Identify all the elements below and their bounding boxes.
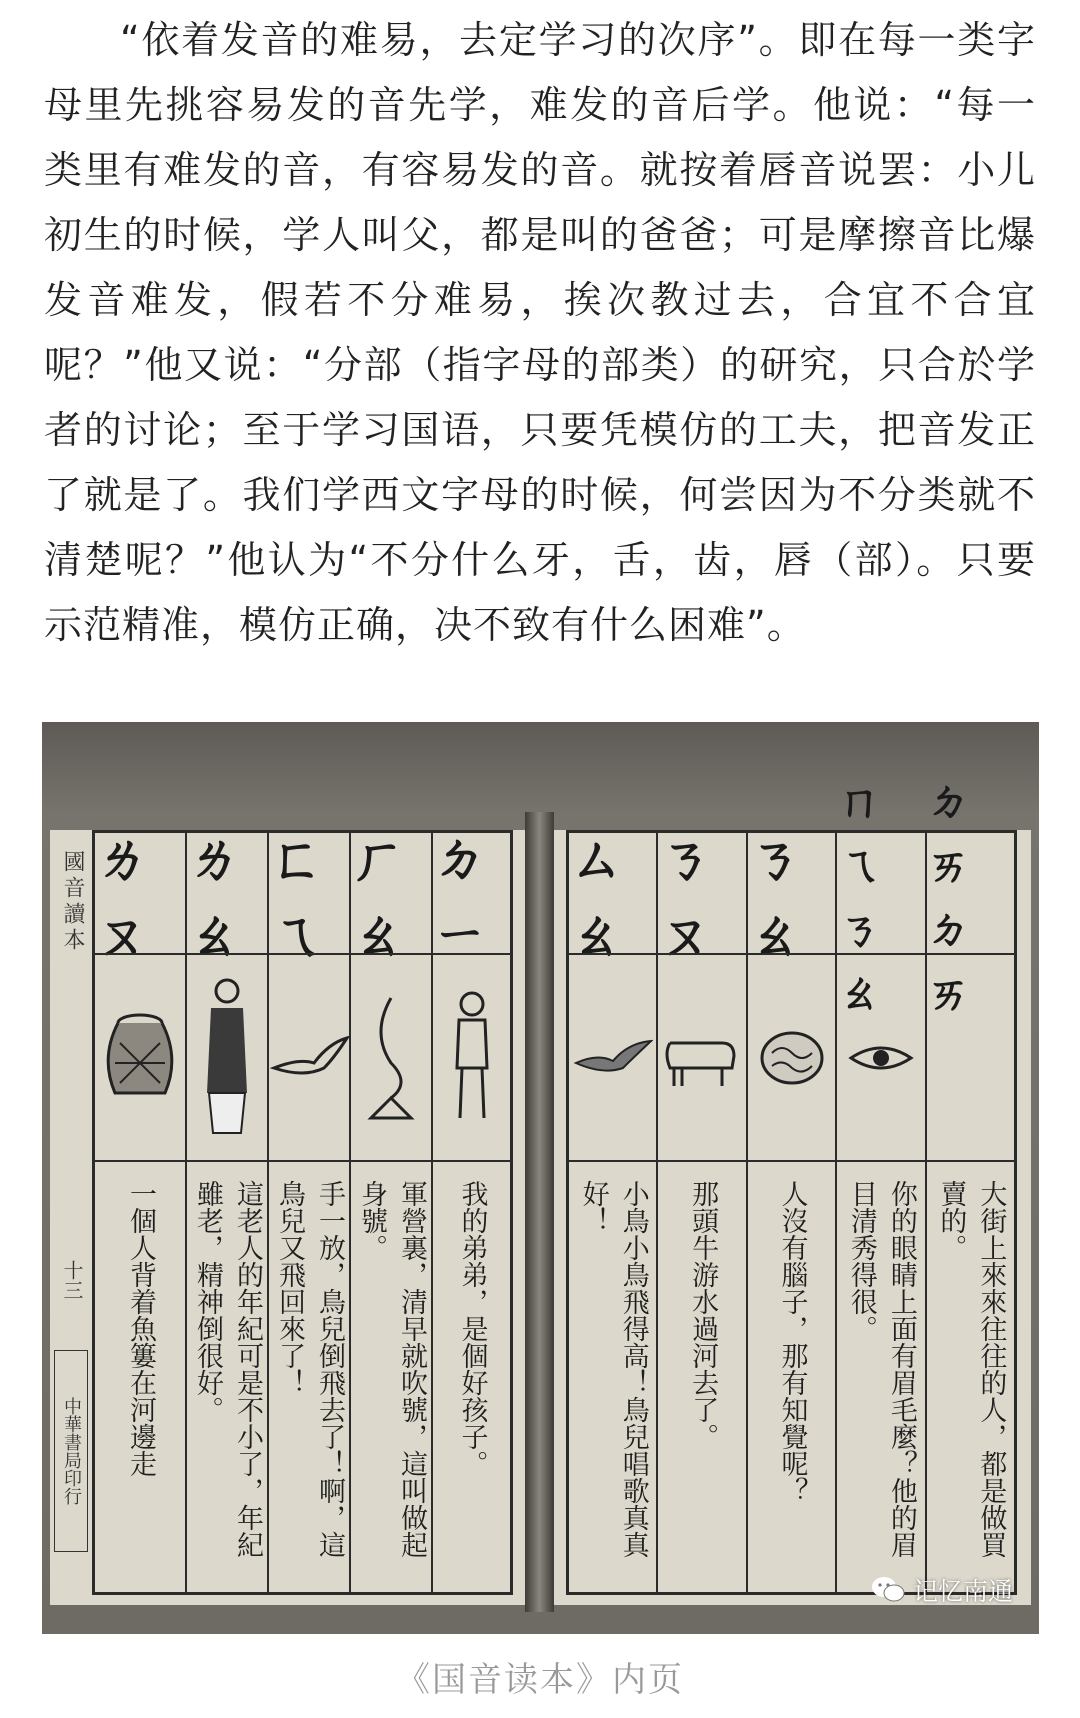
book-spine: [525, 812, 554, 1612]
old-man-icon: [187, 953, 267, 1160]
lesson-sentence: 小鳥小鳥飛得高！鳥兒唱歌真真好！: [577, 1180, 649, 1558]
lesson-column: [431, 827, 510, 1592]
right-lesson-grid: [566, 776, 1017, 1595]
lesson-sentence: 我的弟弟，是個好孩子。: [456, 1180, 488, 1477]
lesson-sentence: 人沒有腦子，那有知覺呢？: [776, 1180, 808, 1504]
bugle-icon: [351, 953, 431, 1160]
right-page: [554, 776, 1031, 1605]
left-lesson-grid: [92, 827, 513, 1595]
lesson-column: [349, 827, 431, 1592]
lesson-sentence: 你的眼睛上面有眉毛麼？他的眉目清秀得很。: [845, 1180, 917, 1558]
lesson-sentence: 那頭牛游水過河去了。: [687, 1180, 719, 1450]
lesson-sentence: 軍營裏，清早就吹號，這叫做起身號。: [356, 1180, 427, 1558]
watermark: [871, 1572, 1013, 1608]
lesson-sentence: 一個人背着魚簍在河邊走: [125, 1180, 156, 1477]
article-paragraph: “依着发音的难易，去定学习的次序”。即在每一类字母里先挑容易发的音先学，难发的音后学。他说：“每一类里有难发的音，有容易发的音。就按着唇音说罢：小儿初生的时候，学人叫父，都是叫的爸爸；可是摩擦音比爆发音难发，假若不分难易，挨次教过去，合宜不合宜呢？”他又说：“分部（指字母的部类）的研究，只合於学者的讨论；至于学习国语，只要凭模仿的工夫，把音发正了就是了。我们学西文字母的时候，何尝因为不分类就不清楚呢？”他认为“不分什么牙，舌，齿，唇（部）。只要示范精准，模仿正确，决不致有什么困难”。: [44, 18, 1036, 647]
goose-icon: [569, 953, 656, 1160]
lesson-sentence: 大街上來來往往的人，都是做買賣的。: [935, 1180, 1007, 1558]
phonetic-glyph: ㄌㄠ: [187, 827, 241, 967]
lesson-sentence: 這老人的年紀可是不小了，年紀雖老，精神倒很好。: [192, 1180, 263, 1558]
lesson-column: [95, 827, 185, 1592]
lesson-column: [925, 776, 1014, 1592]
brain-icon: [748, 953, 835, 1160]
book-photo: [42, 722, 1039, 1634]
lesson-column: [746, 827, 835, 1592]
left-page: [50, 827, 525, 1605]
lesson-column: [569, 827, 656, 1592]
lesson-column: [267, 827, 349, 1592]
cow-icon: [658, 953, 745, 1160]
eye-icon: [837, 953, 924, 1160]
margin-page-number: 十三: [60, 1260, 84, 1300]
lesson-column: [835, 776, 924, 1592]
phonetic-glyph: ㄋㄡ: [658, 827, 713, 967]
image-caption: 《国音读本》内页: [396, 1660, 684, 1700]
phonetic-glyph: ㄉㄞㄉㄞ: [926, 776, 971, 1019]
wechat-icon: [871, 1576, 905, 1604]
bird-icon: [269, 953, 349, 1160]
watermark-text: 记忆南通: [912, 1577, 1013, 1606]
lesson-sentence: 手一放，鳥兒倒飛去了！啊，這鳥兒又飛回來了！: [274, 1180, 345, 1558]
boy-icon: [433, 953, 510, 1160]
lesson-column: [185, 827, 267, 1592]
phonetic-glyph: ㄏㄠ: [351, 827, 405, 967]
margin-publisher: 中華書局印行: [54, 1350, 88, 1552]
phonetic-glyph: ㄈㄟ: [269, 827, 323, 967]
empty-picture-cell: [927, 953, 1014, 1160]
phonetic-glyph: ㄇㄟㄋㄠ: [837, 776, 882, 1019]
phonetic-glyph: ㄉㄧ: [433, 827, 487, 967]
phonetic-glyph: ㄋㄠ: [747, 827, 802, 967]
phonetic-glyph: ㄌㄡ: [95, 827, 149, 967]
phonetic-glyph: ㄙㄠ: [569, 827, 623, 967]
lesson-column: [656, 827, 745, 1592]
basket-icon: [95, 953, 185, 1160]
margin-title: 國音讀本: [60, 850, 85, 954]
